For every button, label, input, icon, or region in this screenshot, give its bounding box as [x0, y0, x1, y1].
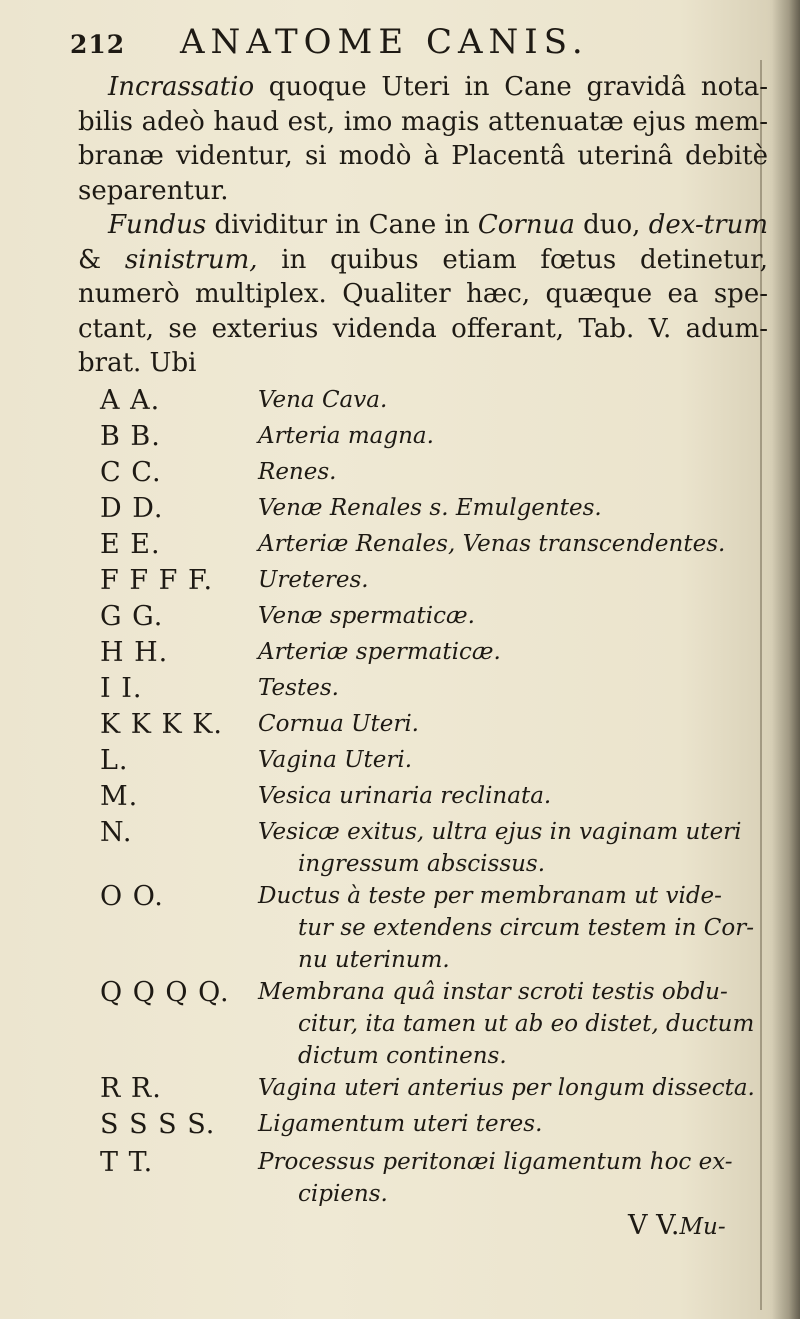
italic-term: dex-trum: [648, 210, 769, 240]
legend-description: [258, 492, 768, 524]
paragraph: [78, 70, 768, 208]
legend-description-line: Ductus à teste per membranam ut vide-: [258, 883, 722, 909]
legend-key: S S S S.: [100, 1109, 216, 1140]
running-head: ANATOME CANIS.: [180, 22, 589, 62]
legend-description-line: citur, ita tamen ut ab eo distet, ductum: [298, 1011, 755, 1037]
text-run: dividitur in Cane in: [206, 210, 478, 240]
text-run: &: [78, 244, 125, 275]
legend-description: [258, 672, 768, 704]
legend-description-line: Vagina uteri anterius per longum dissecta.: [258, 1075, 755, 1101]
catchword-italic: Mu-: [679, 1214, 726, 1240]
legend-key: K K K K.: [100, 709, 224, 740]
legend-key: R R.: [100, 1073, 162, 1104]
legend-key: G G.: [100, 601, 164, 632]
legend-description: [258, 564, 768, 596]
text-run: in quibus etiam fœtus detinetur, numerò multiplex. Qualiter hæc, quæque ea spe-ctant, se exterius videnda offerant, Tab. V. adum-brat. Ubi: [78, 244, 768, 378]
legend-description: [258, 744, 768, 776]
italic-term: Fundus: [108, 210, 207, 240]
legend-description: [258, 1108, 768, 1140]
legend-description-line: cipiens.: [298, 1181, 388, 1207]
body-text: [78, 70, 768, 381]
legend-description-line: Vesicæ exitus, ultra ejus in vaginam uteri: [258, 819, 742, 845]
legend-description-line: Venæ Renales s. Emulgentes.: [258, 495, 602, 521]
legend-description-line: Ligamentum uteri teres.: [258, 1111, 543, 1137]
legend-description-line: Renes.: [258, 459, 337, 485]
legend-key: N.: [100, 817, 133, 848]
legend-description: [258, 384, 768, 416]
legend-description-line: Vena Cava.: [258, 387, 388, 413]
legend-description-line: nu uterinum.: [298, 947, 450, 973]
legend-key: F F F F.: [100, 565, 214, 596]
legend-description-line: Cornua Uteri.: [258, 711, 419, 737]
legend-description: [258, 456, 768, 488]
legend-key: C C.: [100, 457, 162, 488]
legend-description-line: Vagina Uteri.: [258, 747, 413, 773]
legend-description-line: Testes.: [258, 675, 339, 701]
legend-description: [258, 1146, 768, 1210]
legend-key: O O.: [100, 881, 164, 912]
legend-key: E E.: [100, 529, 161, 560]
italic-term: Incrassatio: [108, 72, 255, 102]
legend-description: [258, 636, 768, 668]
legend-key: B B.: [100, 421, 161, 452]
legend-description: [258, 880, 768, 976]
legend-description: [258, 1072, 768, 1104]
legend-description-line: Processus peritonæi ligamentum hoc ex-: [258, 1149, 733, 1175]
legend-description: [258, 976, 768, 1072]
legend-description-line: Arteriæ Renales, Venas transcendentes.: [258, 531, 726, 557]
legend-description-line: Membrana quâ instar scroti testis obdu-: [258, 979, 728, 1005]
legend-description: [258, 816, 768, 880]
legend-description-line: Ureteres.: [258, 567, 369, 593]
legend-description: [258, 420, 768, 452]
legend-description-line: ingressum abscissus.: [298, 851, 546, 877]
legend-description-line: Arteriæ spermaticæ.: [258, 639, 501, 665]
paragraph: [78, 208, 768, 381]
legend-description-line: tur se extendens circum testem in Cor-: [298, 915, 754, 941]
page-number: 212: [70, 30, 126, 59]
catchword: [628, 1210, 726, 1241]
legend-description: [258, 600, 768, 632]
italic-term: Cornua: [477, 210, 575, 240]
italic-term: sinistrum,: [124, 244, 258, 275]
legend-description-line: dictum continens.: [298, 1043, 507, 1069]
text-run: quoque Uteri in Cane gravidâ nota-bilis adeò haud est, imo magis attenuatæ ejus mem-branæ videntur, si modò à Placentâ uterinâ debitè separentur.: [78, 72, 768, 206]
legend-description-line: Venæ spermaticæ.: [258, 603, 475, 629]
legend-description: [258, 528, 768, 560]
legend-key: T T.: [100, 1147, 154, 1178]
legend-key: Q Q Q Q.: [100, 977, 230, 1008]
legend-key: A A.: [100, 385, 161, 416]
catchword-roman: V V.: [628, 1210, 680, 1241]
legend-description: [258, 708, 768, 740]
legend-key: I I.: [100, 673, 143, 704]
page-header: [70, 22, 730, 62]
legend-key: L.: [100, 745, 129, 776]
legend-key: M.: [100, 781, 139, 812]
legend-key: H H.: [100, 637, 169, 668]
text-run: duo,: [574, 210, 649, 240]
book-spine-shadow: [772, 0, 800, 1319]
legend-key: D D.: [100, 493, 164, 524]
legend-description-line: Arteria magna.: [258, 423, 434, 449]
legend-description-line: Vesica urinaria reclinata.: [258, 783, 552, 809]
legend-description: [258, 780, 768, 812]
